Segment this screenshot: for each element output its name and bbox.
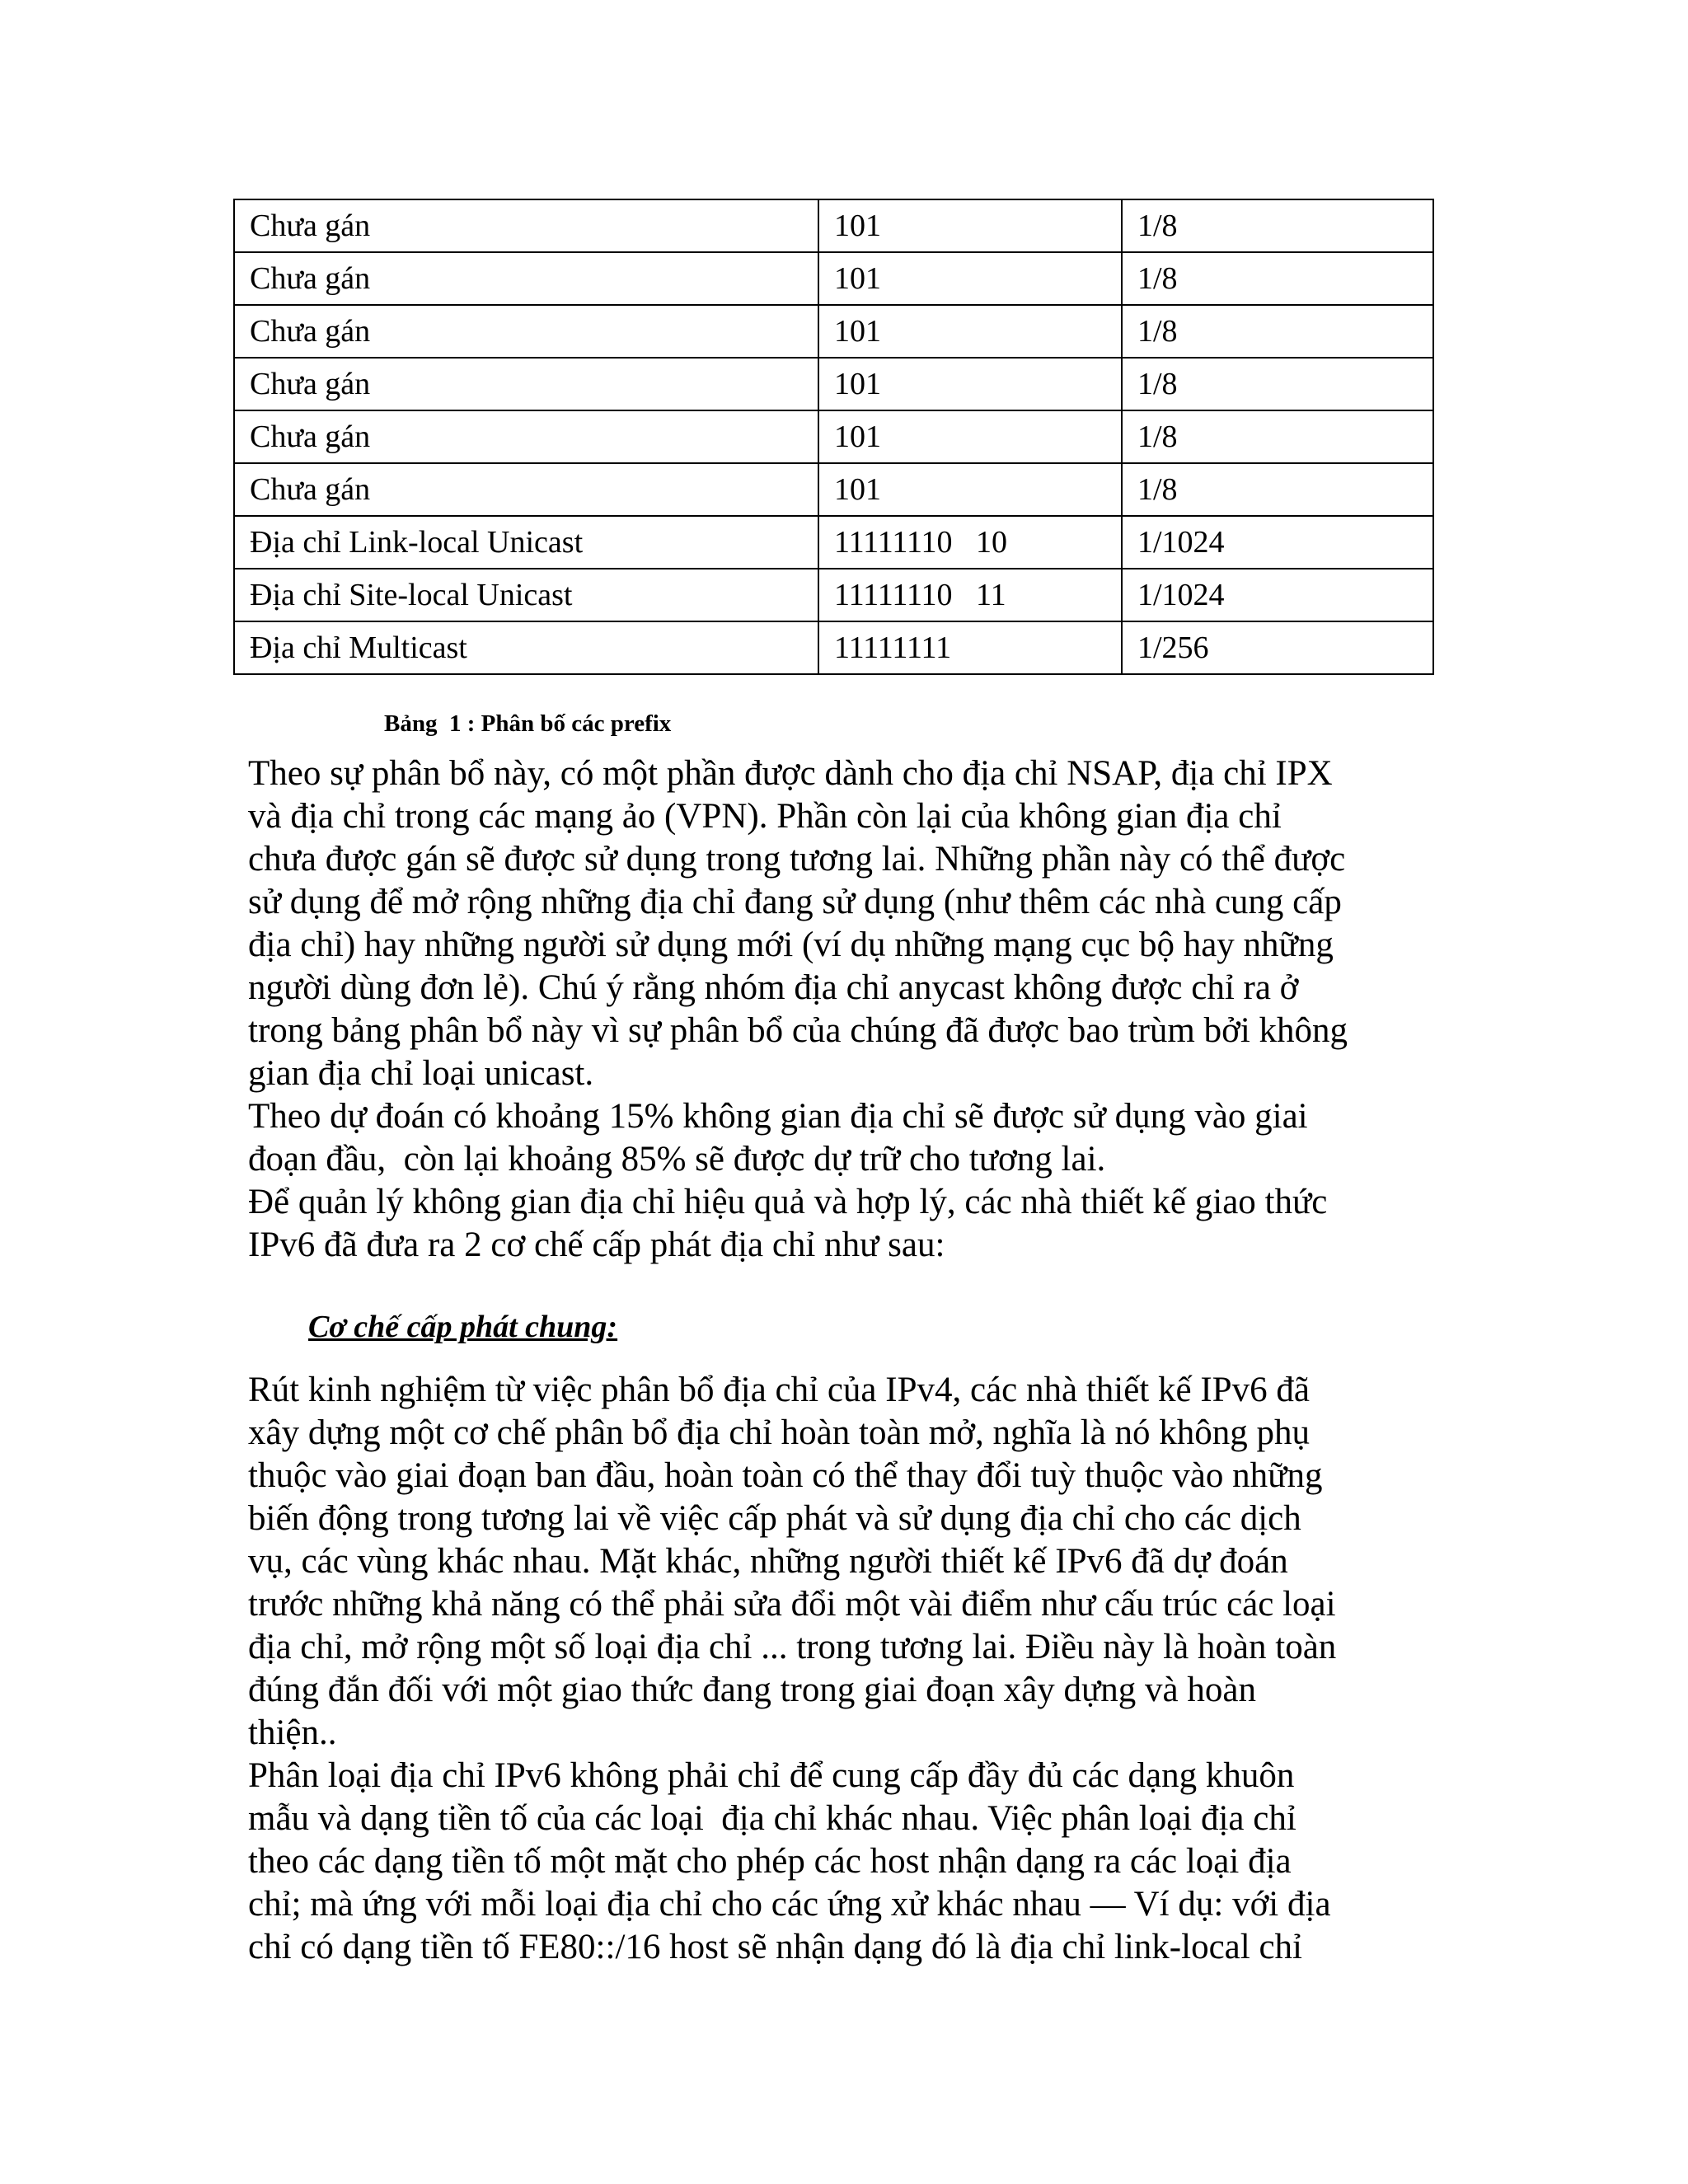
fraction-cell: 1/8: [1122, 199, 1433, 252]
paragraph-classification: [248, 1755, 1460, 1969]
paragraph-allocation: [248, 752, 1460, 1095]
table-row: [234, 621, 1433, 674]
prefix-cell: 101: [818, 252, 1122, 305]
text-line: chưa được gán sẽ được sử dụng trong tương lai. Những phần này có thể được: [248, 840, 1346, 879]
text-line: trong bảng phân bổ này vì sự phân bổ của chúng đã được bao trùm bởi không: [248, 1011, 1348, 1050]
address-type-cell: Chưa gán: [234, 199, 818, 252]
text-line: xây dựng một cơ chế phân bổ địa chỉ hoàn toàn mở, nghĩa là nó không phụ: [248, 1413, 1311, 1452]
text-line: gian địa chỉ loại unicast.: [248, 1054, 594, 1093]
address-type-cell: Chưa gán: [234, 305, 818, 358]
prefix-cell: 11111110 11: [818, 569, 1122, 621]
fraction-cell: 1/8: [1122, 252, 1433, 305]
address-type-cell: Chưa gán: [234, 463, 818, 516]
text-line: thuộc vào giai đoạn ban đầu, hoàn toàn có thể thay đổi tuỳ thuộc vào những: [248, 1456, 1323, 1495]
table-caption: Bảng 1 : Phân bố các prefix: [384, 710, 672, 737]
table-row: [234, 199, 1433, 252]
fraction-cell: 1/8: [1122, 305, 1433, 358]
text-line: trước những khả năng có thể phải sửa đổi một vài điểm như cấu trúc các loại: [248, 1585, 1336, 1624]
text-line: Rút kinh nghiệm từ việc phân bổ địa chỉ của IPv4, các nhà thiết kế IPv6 đã: [248, 1371, 1310, 1409]
prefix-cell: 101: [818, 463, 1122, 516]
text-line: IPv6 đã đưa ra 2 cơ chế cấp phát địa chỉ như sau:: [248, 1226, 945, 1264]
address-type-cell: Địa chỉ Multicast: [234, 621, 818, 674]
table-row: [234, 410, 1433, 463]
prefix-cell: 101: [818, 358, 1122, 410]
text-line: Phân loại địa chỉ IPv6 không phải chỉ để cung cấp đầy đủ các dạng khuôn: [248, 1756, 1295, 1795]
table-row: [234, 252, 1433, 305]
text-line: chỉ có dạng tiền tố FE80::/16 host sẽ nhận dạng đó là địa chỉ link-local chỉ: [248, 1928, 1302, 1966]
address-type-cell: Địa chỉ Link-local Unicast: [234, 516, 818, 569]
text-line: biến động trong tương lai về việc cấp phát và sử dụng địa chỉ cho các dịch: [248, 1499, 1301, 1538]
text-line: mẫu và dạng tiền tố của các loại địa chỉ khác nhau. Việc phân loại địa chỉ: [248, 1799, 1296, 1838]
prefix-cell: 101: [818, 199, 1122, 252]
fraction-cell: 1/256: [1122, 621, 1433, 674]
text-line: đúng đắn đối với một giao thức đang trong giai đoạn xây dựng và hoàn: [248, 1671, 1256, 1709]
prefix-cell: 101: [818, 305, 1122, 358]
table-row: [234, 463, 1433, 516]
fraction-cell: 1/8: [1122, 358, 1433, 410]
paragraph-general-mechanism: [248, 1369, 1460, 1755]
table-row: [234, 569, 1433, 621]
fraction-cell: 1/8: [1122, 410, 1433, 463]
table-row: [234, 516, 1433, 569]
table-row: [234, 305, 1433, 358]
text-line: địa chỉ) hay những người sử dụng mới (ví dụ những mạng cục bộ hay những: [248, 926, 1334, 964]
prefix-cell: 11111111: [818, 621, 1122, 674]
text-line: đoạn đầu, còn lại khoảng 85% sẽ được dự trữ cho tương lai.: [248, 1140, 1106, 1179]
prefix-cell: 101: [818, 410, 1122, 463]
text-line: thiện..: [248, 1713, 337, 1752]
text-line: người dùng đơn lẻ). Chú ý rằng nhóm địa chỉ anycast không được chỉ ra ở: [248, 968, 1299, 1007]
fraction-cell: 1/1024: [1122, 569, 1433, 621]
prefix-cell: 11111110 10: [818, 516, 1122, 569]
paragraph-forecast: [248, 1095, 1460, 1181]
prefix-allocation-table: [233, 199, 1434, 675]
text-line: vụ, các vùng khác nhau. Mặt khác, những người thiết kế IPv6 đã dự đoán: [248, 1542, 1288, 1581]
text-line: Theo sự phân bổ này, có một phần được dành cho địa chỉ NSAP, địa chỉ IPX: [248, 754, 1333, 793]
table-row: [234, 358, 1433, 410]
paragraph-mechanisms: [248, 1181, 1460, 1267]
fraction-cell: 1/1024: [1122, 516, 1433, 569]
section-heading: Cơ chế cấp phát chung:: [308, 1310, 618, 1344]
address-type-cell: Chưa gán: [234, 252, 818, 305]
text-line: và địa chỉ trong các mạng ảo (VPN). Phần còn lại của không gian địa chỉ: [248, 797, 1282, 836]
text-line: địa chỉ, mở rộng một số loại địa chỉ ... trong tương lai. Điều này là hoàn toàn: [248, 1628, 1337, 1666]
address-type-cell: Địa chỉ Site-local Unicast: [234, 569, 818, 621]
fraction-cell: 1/8: [1122, 463, 1433, 516]
address-type-cell: Chưa gán: [234, 358, 818, 410]
text-line: Theo dự đoán có khoảng 15% không gian địa chỉ sẽ được sử dụng vào giai: [248, 1097, 1308, 1136]
address-type-cell: Chưa gán: [234, 410, 818, 463]
text-line: sử dụng để mở rộng những địa chỉ đang sử dụng (như thêm các nhà cung cấp: [248, 883, 1342, 921]
text-line: Để quản lý không gian địa chỉ hiệu quả và hợp lý, các nhà thiết kế giao thức: [248, 1183, 1328, 1221]
text-line: chỉ; mà ứng với mỗi loại địa chỉ cho các ứng xử khác nhau — Ví dụ: với địa: [248, 1885, 1331, 1924]
text-line: theo các dạng tiền tố một mặt cho phép các host nhận dạng ra các loại địa: [248, 1842, 1292, 1881]
